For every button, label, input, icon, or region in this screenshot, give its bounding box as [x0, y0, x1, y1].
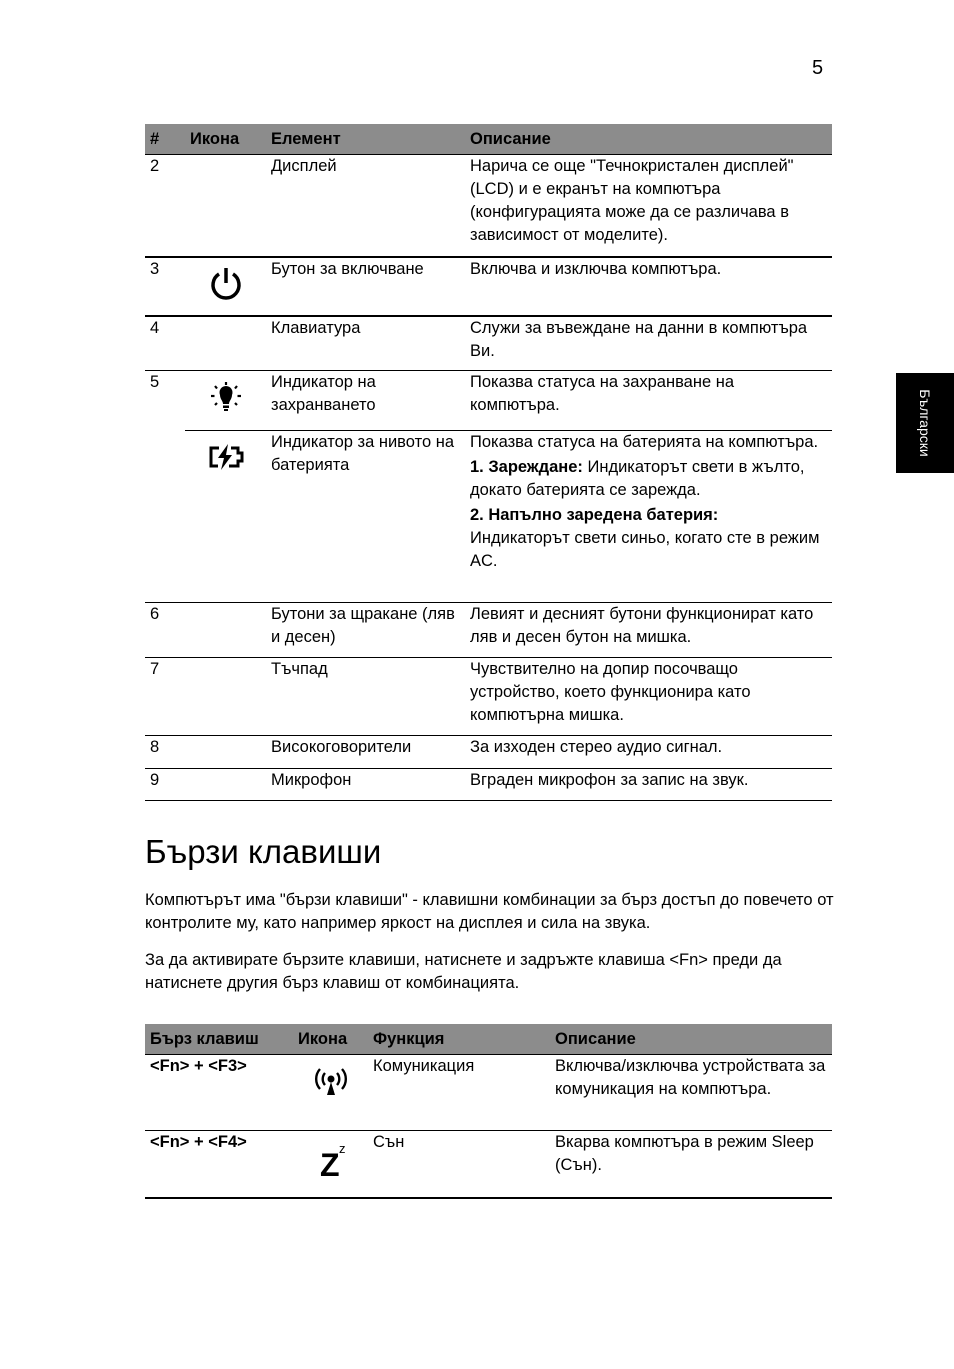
svg-text:z: z: [338, 1141, 345, 1156]
row-num: 4: [145, 316, 185, 371]
row-description: Показва статуса на захранване на компютъра.: [470, 373, 735, 414]
row-element: Високоговорители: [266, 736, 465, 769]
table-row: [145, 1131, 832, 1198]
table-row: [145, 1055, 832, 1131]
hotkey-combo: <Fn> + <F4>: [145, 1131, 293, 1198]
row-description-block: [465, 431, 832, 603]
row-description: Включва и изключва компютъра.: [465, 257, 832, 316]
table-header: [145, 1024, 832, 1055]
charging-label: 1. Зареждане:: [470, 458, 583, 476]
row-element: Бутон за включване: [266, 257, 465, 316]
components-table: [145, 124, 832, 801]
table-row: [145, 736, 832, 769]
hotkey-function: Комуникация: [368, 1055, 550, 1131]
row-description: Вграден микрофон за запис на звук.: [465, 769, 832, 801]
row-element: Индикатор на захранването: [271, 373, 376, 414]
table-row: [145, 257, 832, 316]
table-row: [145, 769, 832, 801]
header-icon: Икона: [185, 124, 266, 155]
row-element: Индикатор за нивото на батерията: [266, 431, 465, 603]
header-icon: Икона: [293, 1024, 368, 1055]
row-element: Клавиатура: [266, 316, 465, 371]
row-num: 9: [145, 769, 185, 801]
row-description: За изходен стерео аудио сигнал.: [465, 736, 832, 769]
page-number: 5: [812, 57, 824, 79]
header-hotkey: Бърз клавиш: [145, 1024, 293, 1055]
row-description: Нарича се още "Течнокристален дисплей" (LCD) и е екранът на компютъра (конфигурацията може да се различава в зависимост от моделите).: [465, 155, 832, 257]
wireless-icon: [311, 1067, 351, 1104]
power-indicator-icon: [208, 381, 244, 424]
row-num: 8: [145, 736, 185, 769]
header-description: Описание: [550, 1024, 832, 1055]
row-num: 6: [145, 603, 185, 658]
svg-text:Z: Z: [319, 1147, 340, 1179]
table-row: [145, 371, 832, 431]
hotkey-function: Сън: [368, 1131, 550, 1198]
hotkeys-table: [145, 1024, 832, 1199]
row-num: 3: [145, 257, 185, 316]
charging-note: [470, 456, 827, 502]
power-icon: [208, 266, 244, 309]
hotkey-combo: <Fn> + <F3>: [145, 1055, 293, 1131]
charging-text: Индикаторът свети в жълто, докато батерията се зарежда.: [470, 458, 805, 499]
row-description: Левият и десният бутони функционират като ляв и десен бутон на мишка.: [465, 603, 832, 658]
row-num: 5: [145, 371, 185, 603]
row-element: Тъчпад: [266, 658, 465, 736]
table-row: [145, 316, 832, 371]
intro-paragraph: Компютърът има "бързи клавиши" - клавишни комбинации за бърз достъп до повечето от контролите му, като например яркост на дисплея и сила на звука.: [145, 891, 834, 932]
hotkey-description: Включва/изключва устройствата за комуникация на компютъра.: [550, 1055, 832, 1131]
table-row: [145, 431, 832, 603]
row-element: Дисплей: [266, 155, 465, 257]
row-description: Чувствително на допир посочващо устройство, което функционира като компютърна мишка.: [465, 658, 832, 736]
language-tab: [896, 373, 954, 473]
header-num: #: [145, 124, 185, 155]
charged-label: 2. Напълно заредена батерия:: [470, 506, 719, 524]
table-row: [145, 155, 832, 257]
header-description: Описание: [465, 124, 832, 155]
table-row: [145, 658, 832, 736]
charged-text: Индикаторът свети синьо, когато сте в режим AC.: [470, 529, 820, 570]
activation-paragraph: За да активирате бързите клавиши, натиснете и задръжте клавиша <Fn> преди да натиснете другия бърз клавиш от комбинацията.: [145, 951, 782, 992]
row-description: Показва статуса на батерията на компютъра.: [470, 433, 819, 451]
row-description: Служи за въвеждане на данни в компютъра Ви.: [465, 316, 832, 371]
battery-indicator-icon: [206, 443, 246, 478]
sleep-icon: [311, 1139, 351, 1186]
row-element: Микрофон: [266, 769, 465, 801]
charged-note: [470, 504, 827, 573]
table-header: [145, 124, 832, 155]
section-title: Бързи клавиши: [145, 833, 382, 870]
row-element: Бутони за щракане (ляв и десен): [266, 603, 465, 658]
hotkey-description: Вкарва компютъра в режим Sleep (Сън).: [550, 1131, 832, 1198]
language-tab-label: Български: [917, 389, 933, 457]
table-row: [145, 603, 832, 658]
row-num: 7: [145, 658, 185, 736]
header-function: Функция: [368, 1024, 550, 1055]
row-num: 2: [145, 155, 185, 257]
header-element: Елемент: [266, 124, 465, 155]
